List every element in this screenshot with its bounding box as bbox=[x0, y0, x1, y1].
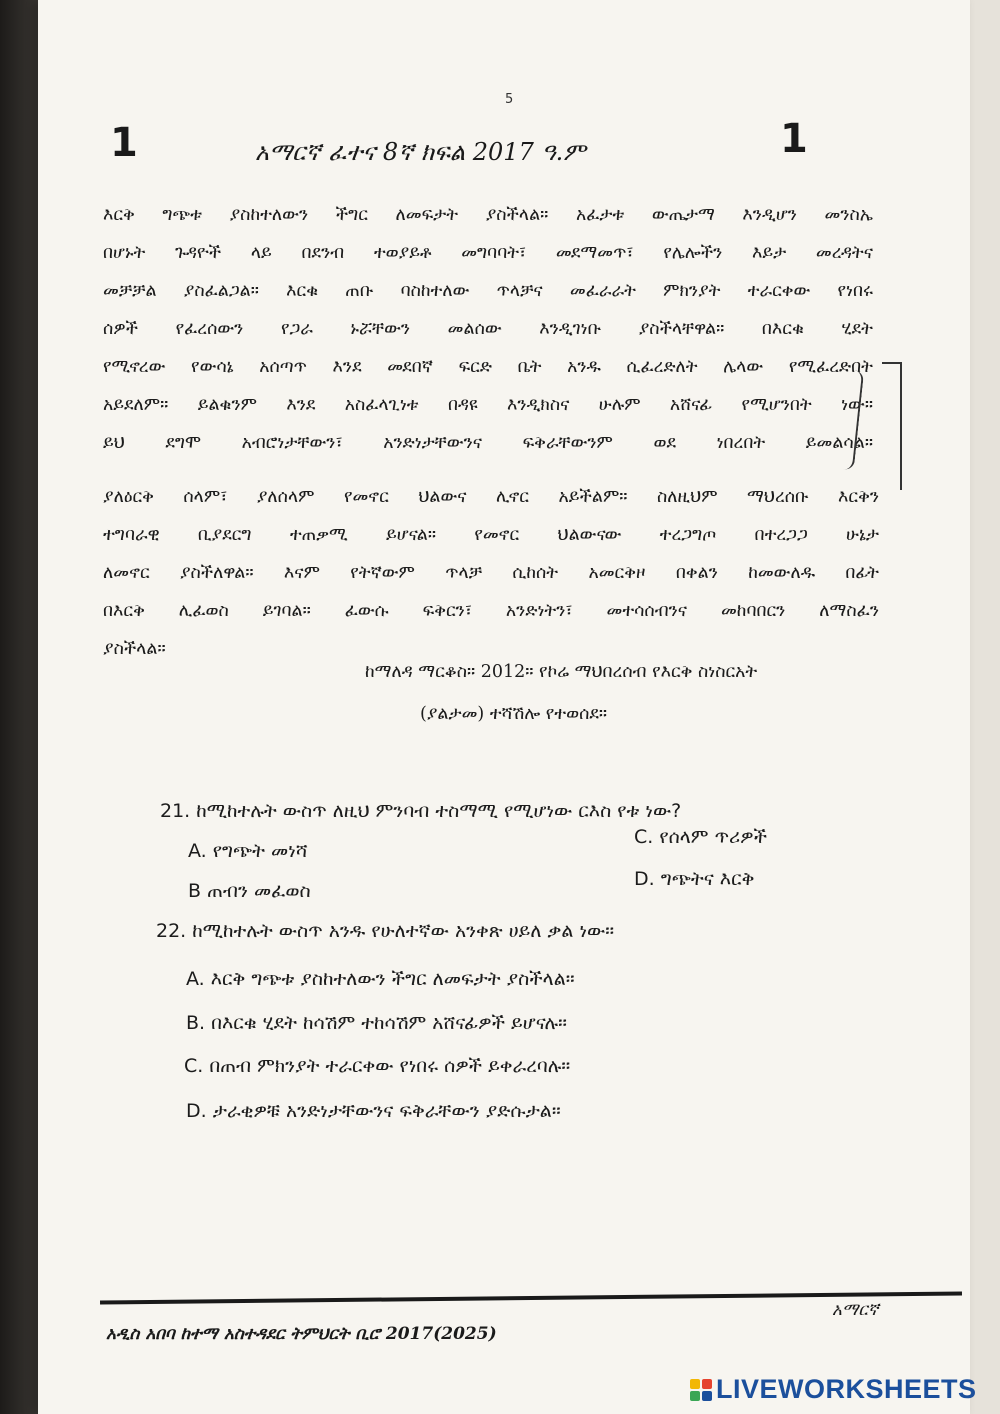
passage-line: የሚኖረው የውሳኔ አሰጣጥ እንደ መደበኛ ፍርድ ቤት አንዱ ሲፈረድለት ሌላው የሚፈረድበት bbox=[103, 357, 873, 377]
footer-issuer: አዲስ አበባ ከተማ አስተዳደር ትምህርት ቢሮ 2017(2025) bbox=[106, 1324, 497, 1344]
q21-option-b[interactable]: B ጠብን መፈወስ bbox=[188, 880, 311, 902]
question-22: 22. ከሚከተሉት ውስጥ አንዱ የሁለተኛው አንቀጽ ሀይለ ቃል ነው። bbox=[156, 920, 615, 942]
passage-line: መቻቻል ያስፈልጋል። እርቁ ጠቡ ባስከተለው ጥላቻና መፈራራት ምክንያት ተራርቀው የነበሩ bbox=[103, 281, 873, 301]
q22-option-d[interactable]: D. ታራቂዎቹ አንድነታቸውንና ፍቅራቸውን ያድሱታል። bbox=[186, 1100, 561, 1122]
question-21: 21. ከሚከተሉት ውስጥ ለዚህ ምንባብ ተስማሚ የሚሆነው ርእስ የቱ ነው? bbox=[160, 800, 682, 822]
q22-option-c[interactable]: C. በጠብ ምክንያት ተራርቀው የነበሩ ሰዎች ይቀራረባሉ። bbox=[184, 1055, 571, 1077]
q22-option-a[interactable]: A. እርቅ ግጭቱ ያስከተለውን ችግር ለመፍታት ያስችላል። bbox=[186, 968, 575, 990]
liveworksheets-logo-icon bbox=[690, 1379, 712, 1401]
passage-line: ተግባራዊ ቢያደርግ ተጠቃሚ ይሆናል። የመኖር ህልውናው ተረጋግጦ በተረጋጋ ሁኔታ bbox=[103, 525, 879, 545]
passage-line: በሆኑት ጉዳዮች ላይ በደንብ ተወያይቶ መግባባት፣ መደማመጥ፣ የሌሎችን እይታ መረዳትና bbox=[103, 243, 873, 263]
page-number: 5 bbox=[505, 92, 514, 107]
passage-line: ሰዎች የፈረሰውን የጋራ ኑሯቸውን መልሰው እንዲገነቡ ያስችላቸዋል። በእርቁ ሂደት bbox=[103, 319, 873, 339]
exam-title: አማርኛ ፈተና 8ኛ ክፍል 2017 ዓ.ም bbox=[255, 138, 586, 166]
passage-line: ለመኖር ያስችለዋል። እናም የትኛውም ጥላቻ ሲከሰት አመርቅዞ በቀልን ከመውለዱ በፊት bbox=[103, 563, 879, 583]
passage-line: በእርቅ ሊፈወስ ይገባል። ፈውሱ ፍቅርን፣ አንድነትን፣ መተሳሰብንና መከባበርን ለማስፈን bbox=[103, 601, 879, 621]
q21-option-a[interactable]: A. የግጭት መነሻ bbox=[188, 840, 308, 862]
passage-line: ያስችላል። bbox=[103, 639, 166, 659]
source-citation-cont: (ያልታመ) ተሻሽሎ የተወሰደ። bbox=[420, 704, 608, 724]
passage-line: ይህ ደግሞ አብሮነታቸውን፣ አንድነታቸውንና ፍቅራቸውንም ወደ ነበረበት ይመልሳል። bbox=[103, 433, 873, 453]
watermark-text: LIVEWORKSHEETS bbox=[716, 1374, 977, 1404]
scan-edge bbox=[0, 0, 38, 1414]
liveworksheets-watermark[interactable] bbox=[690, 1374, 977, 1405]
passage-line: እርቅ ግጭቱ ያስከተለውን ችግር ለመፍታት ያስችላል። አፈታቱ ውጤታማ እንዲሆን መንስኤ bbox=[103, 205, 873, 225]
passage-paragraph-1 bbox=[103, 196, 873, 462]
passage-paragraph-2 bbox=[103, 478, 879, 668]
footer-subject: አማርኛ bbox=[832, 1300, 879, 1320]
passage-line: አይደለም። ይልቁንም እንደ አስፈላጊነቱ በዳዩ እንዲክስና ሁሉም አሸናፊ የሚሆንበት ነው። bbox=[103, 395, 873, 415]
handwritten-bracket-mark bbox=[892, 362, 902, 490]
q21-option-c[interactable]: C. የሰላም ጥሪዎች bbox=[634, 826, 768, 848]
passage-line: ያለዕርቅ ሰላም፣ ያለሰላም የመኖር ህልውና ሊኖር አይችልም። ስለዚህም ማህረሰቡ እርቅን bbox=[103, 487, 879, 507]
q21-option-d[interactable]: D. ግጭትና እርቅ bbox=[634, 868, 755, 890]
q22-option-b[interactable]: B. በእርቁ ሂደት ከሳሽም ተከሳሽም አሸናፊዎች ይሆናሉ። bbox=[186, 1012, 567, 1034]
corner-number-right: 1 bbox=[780, 116, 808, 162]
corner-number-left: 1 bbox=[110, 120, 138, 166]
source-citation: ከማለዳ ማርቆስ። 2012። የኮሬ ማህበረሰብ የእርቅ ስነስርአት bbox=[365, 662, 758, 682]
